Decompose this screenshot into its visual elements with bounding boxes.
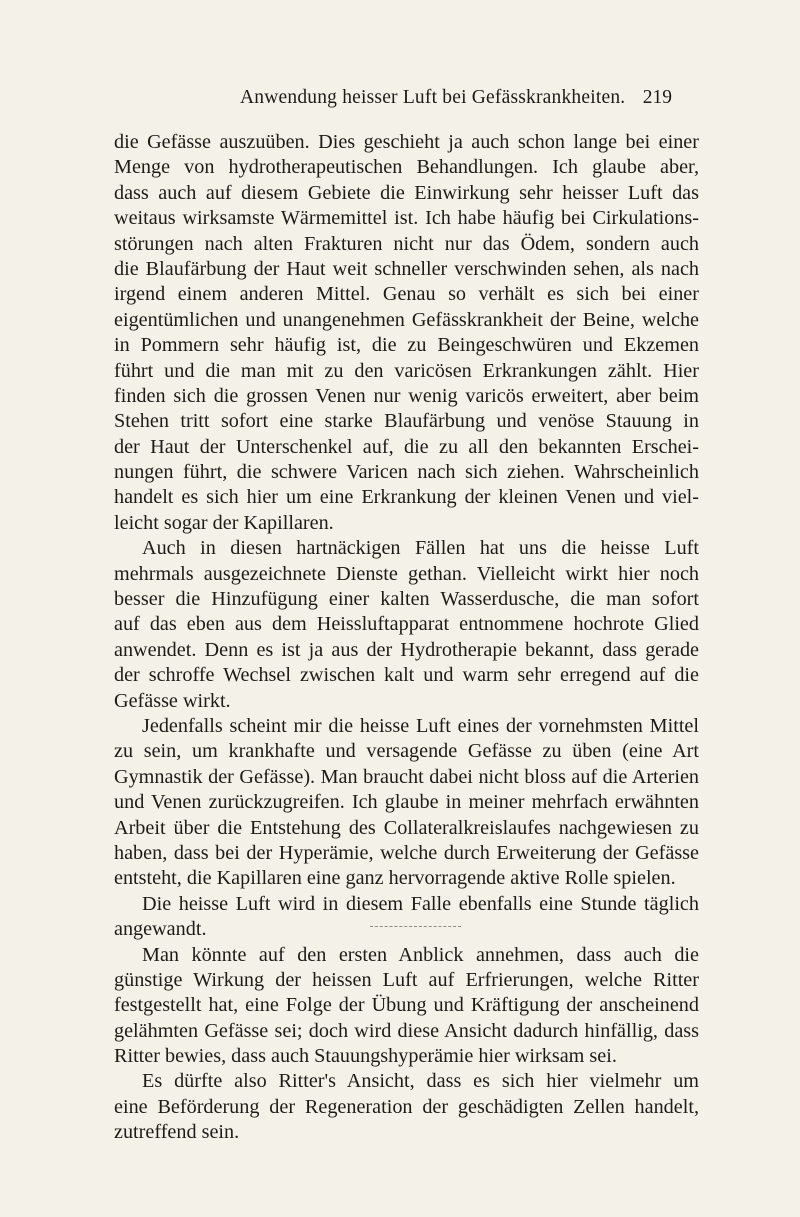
text-line: führt und die man mit zu den varicösen Erkrankungen zählt. Hier (114, 359, 699, 382)
text-line: Menge von hydrotherapeutischen Behandlungen. Ich glaube aber, (114, 156, 699, 179)
text-line: weitaus wirksamste Wärmemittel ist. Ich habe häufig bei Cirkulations- (114, 207, 699, 230)
text-line: in Pommern sehr häufig ist, die zu Beingeschwüren und Ekzemen (114, 334, 699, 357)
text-line: Gymnastik der Gefässe). Man braucht dabei nicht bloss auf die Arterien (114, 765, 699, 788)
paragraph-start-line: Es dürfte also Ritter's Ansicht, dass es sich hier vielmehr um (142, 1070, 699, 1093)
text-line: Stehen tritt sofort eine starke Blaufärbung und venöse Stauung in (114, 410, 699, 433)
text-line: zu sein, um krankhafte und versagende Gefässe zu üben (eine Art (114, 740, 699, 763)
text-line: festgestellt hat, eine Folge der Übung und Kräftigung der anscheinend (114, 994, 699, 1017)
text-line: der Haut der Unterschenkel auf, die zu all den bekannten Erschei- (114, 435, 699, 458)
text-line: auf das eben aus dem Heissluftapparat entnommene hochrote Glied (114, 613, 699, 636)
text-line: finden sich die grossen Venen nur wenig varicös erweitert, aber beim (114, 384, 699, 407)
page-number: 219 (642, 87, 672, 108)
paragraph-end-line: zutreffend sein. (114, 1121, 240, 1144)
text-line: und Venen zurückzugreifen. Ich glaube in meiner mehrfach erwähnten (114, 791, 699, 814)
paragraph-start-line: Die heisse Luft wird in diesem Falle ebenfalls eine Stunde täglich (142, 892, 699, 915)
paragraph-start-line: Jedenfalls scheint mir die heisse Luft eines der vornehmsten Mittel (142, 714, 699, 737)
paragraph-start-line: Man könnte auf den ersten Anblick annehmen, dass auch die (142, 943, 699, 966)
text-line: besser die Hinzufügung einer kalten Wasserdusche, die man sofort (114, 588, 699, 611)
text-line: mehrmals ausgezeichnete Dienste gethan. Vielleicht wirkt hier noch (114, 562, 699, 585)
paragraph-end-line: entsteht, die Kapillaren eine ganz hervorragende aktive Rolle spielen. (114, 867, 676, 890)
paragraph-end-line: leicht sogar der Kapillaren. (114, 511, 334, 534)
paragraph-end-line: Gefässe wirkt. (114, 689, 231, 712)
running-title: Anwendung heisser Luft bei Gefässkrankheiten. (240, 87, 626, 108)
text-line: eigentümlichen und unangenehmen Gefässkrankheit der Beine, welche (114, 308, 699, 331)
text-line: günstige Wirkung der heissen Luft auf Erfrierungen, welche Ritter (114, 968, 699, 991)
text-line: gelähmten Gefässe sei; doch wird diese Ansicht dadurch hinfällig, dass (114, 1019, 699, 1042)
text-line: die Gefässe auszuüben. Dies geschieht ja auch schon lange bei einer (114, 131, 699, 153)
text-line: nungen führt, die schwere Varicen nach sich ziehen. Wahrscheinlich (114, 461, 699, 484)
paragraph-start-line: Auch in diesen hartnäckigen Fällen hat uns die heisse Luft (142, 537, 699, 560)
text-line: anwendet. Denn es ist ja aus der Hydrotherapie bekannt, dass gerade (114, 638, 699, 661)
text-line: irgend einem anderen Mittel. Genau so verhält es sich bei einer (114, 283, 699, 306)
paragraph-end-line: Ritter bewies, dass auch Stauungshyperämie hier wirksam sei. (114, 1045, 617, 1068)
text-line: störungen nach alten Frakturen nicht nur das Ödem, sondern auch (114, 232, 699, 255)
page-header (120, 87, 680, 115)
text-line: eine Beförderung der Regeneration der geschädigten Zellen handelt, (114, 1095, 699, 1118)
text-line: dass auch auf diesem Gebiete die Einwirkung sehr heisser Luft das (114, 181, 699, 204)
paragraph-end-line: angewandt. (114, 918, 207, 941)
text-line: handelt es sich hier um eine Erkrankung der kleinen Venen und viel- (114, 486, 699, 509)
text-line: haben, dass bei der Hyperämie, welche durch Erweiterung der Gefässe (114, 841, 699, 864)
text-line: Arbeit über die Entstehung des Collateralkreislaufes nachgewiesen zu (114, 816, 699, 839)
text-line: die Blaufärbung der Haut weit schneller verschwinden sehen, als nach (114, 257, 699, 280)
end-rule (370, 926, 461, 927)
body-text (114, 130, 699, 1146)
text-line: der schroffe Wechsel zwischen kalt und warm sehr erregend auf die (114, 664, 699, 687)
